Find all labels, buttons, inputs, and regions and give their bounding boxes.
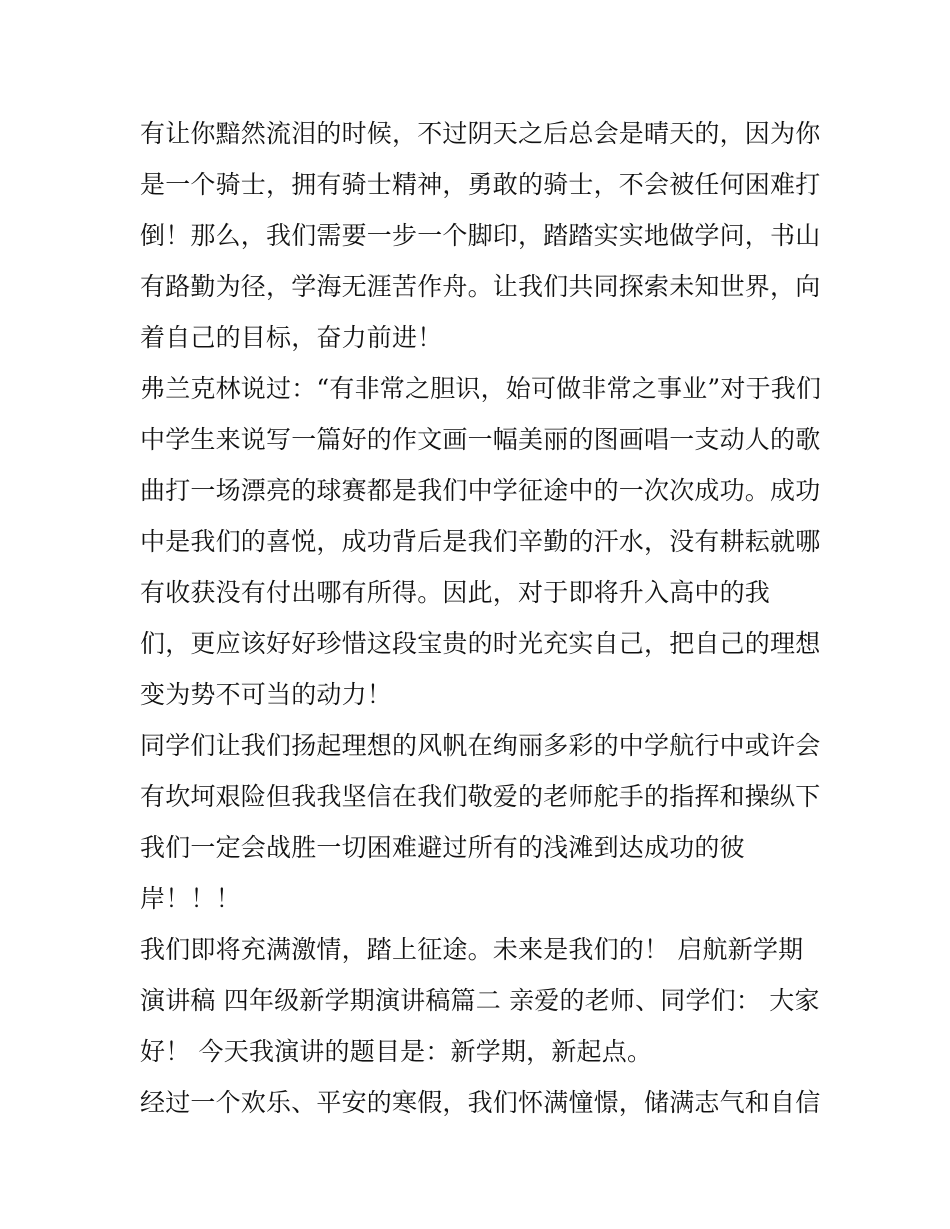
text-line: 中是我们的喜悦，成功背后是我们辛勤的汗水，没有耕耘就哪	[140, 527, 821, 556]
text-line: 中学生来说写一篇好的作文画一幅美丽的图画唱一支动人的歌	[140, 425, 821, 454]
text-line: 有收获没有付出哪有所得。因此，对于即将升入高中的我	[140, 578, 771, 607]
text-line: 好！ 今天我演讲的题目是：新学期，新起点。	[140, 1037, 653, 1066]
text-line: 弗兰克林说过：“有非常之胆识，始可做非常之事业”对于我们	[140, 374, 822, 403]
text-line: 有让你黯然流泪的时候，不过阴天之后总会是晴天的，因为你	[140, 119, 821, 148]
body-text	[140, 108, 820, 1128]
text-line: 倒！那么，我们需要一步一个脚印，踏踏实实地做学问，书山	[140, 221, 821, 250]
text-line: 同学们让我们扬起理想的风帆在绚丽多彩的中学航行中或许会	[140, 731, 821, 760]
text-line: 着自己的目标，奋力前进！	[140, 323, 443, 352]
text-line: 是一个骑士，拥有骑士精神，勇敢的骑士，不会被任何困难打	[140, 170, 821, 199]
text-line: 我们一定会战胜一切困难避过所有的浅滩到达成功的彼	[140, 833, 745, 862]
text-line: 变为势不可当的动力！	[140, 680, 393, 709]
text-line: 演讲稿 四年级新学期演讲稿篇二 亲爱的老师、同学们： 大家	[140, 986, 820, 1015]
text-line: 我们即将充满激情，踏上征途。未来是我们的！ 启航新学期	[140, 935, 804, 964]
text-line: 经过一个欢乐、平安的寒假，我们怀满憧憬，储满志气和自信	[140, 1088, 821, 1117]
text-line: 曲打一场漂亮的球赛都是我们中学征途中的一次次成功。成功	[140, 476, 821, 505]
text-line: 岸！！！	[140, 884, 241, 913]
text-line: 有坎坷艰险但我我坚信在我们敬爱的老师舵手的指挥和操纵下	[140, 782, 821, 811]
text-line: 们，更应该好好珍惜这段宝贵的时光充实自己，把自己的理想	[140, 629, 821, 658]
text-line: 有路勤为径，学海无涯苦作舟。让我们共同探索未知世界，向	[140, 272, 821, 301]
